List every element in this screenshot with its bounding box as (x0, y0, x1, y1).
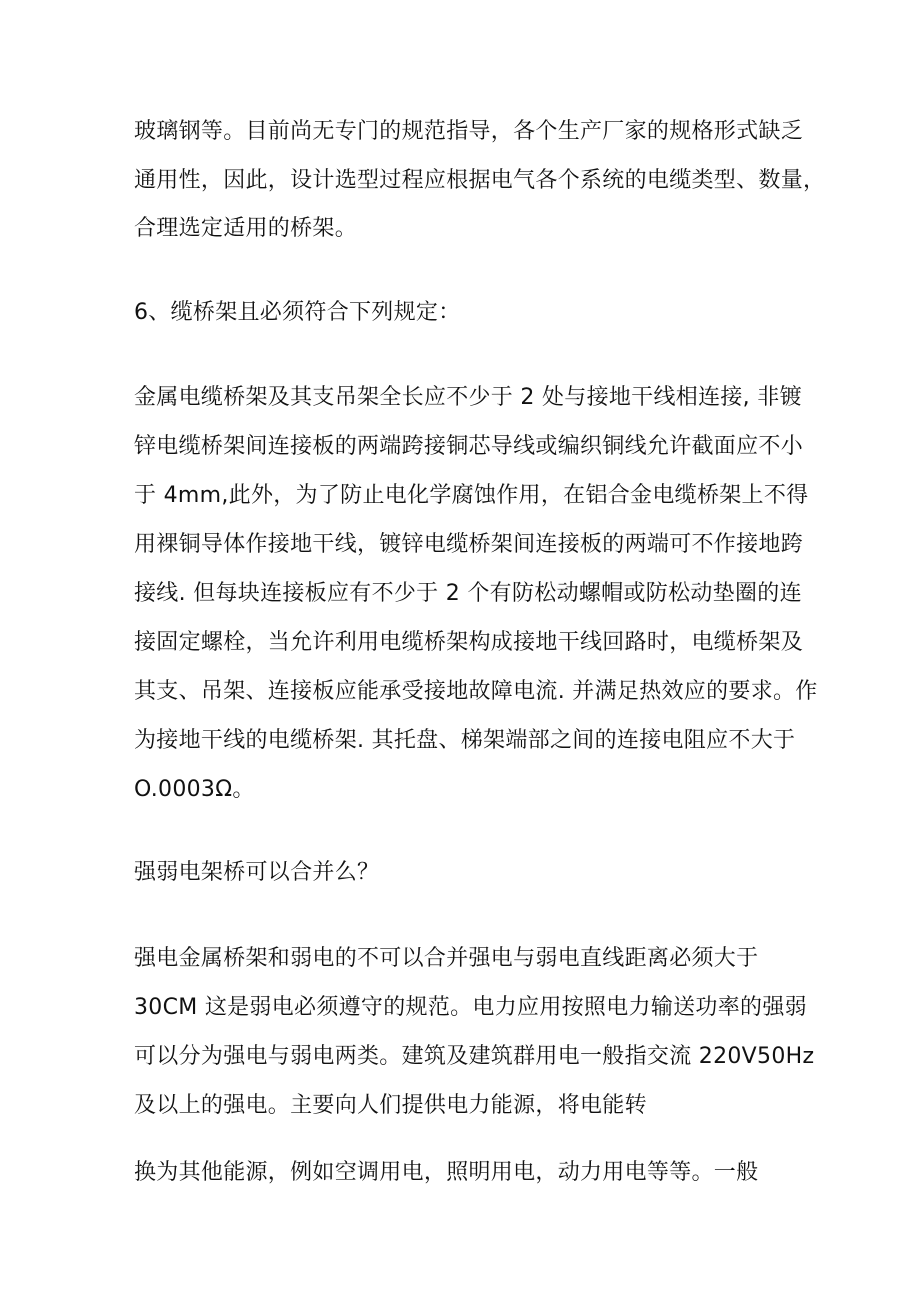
paragraph-3-line-9: O.0003Ω。 (134, 777, 255, 802)
paragraph-1-line-1: 玻璃钢等。目前尚无专门的规范指导，各个生产厂家的规格形式缺乏 (134, 119, 804, 144)
paragraph-5-line-2: 30CM 这是弱电必须遵守的规范。电力应用按照电力输送功率的强弱 (134, 995, 807, 1020)
paragraph-3-line-7: 其支、吊架、连接板应能承受接地故障电流. 并满足热效应的要求。作 (134, 679, 818, 704)
paragraph-5-line-4: 及以上的强电。主要向人们提供电力能源，将电能转 (134, 1093, 647, 1118)
paragraph-3-line-4: 用裸铜导体作接地干线，镀锌电缆桥架间连接板的两端可不作接地跨 (134, 532, 804, 557)
paragraph-5-line-1: 强电金属桥架和弱电的不可以合并强电与弱电直线距离必须大于 (134, 946, 759, 971)
paragraph-6-line-1: 换为其他能源，例如空调用电，照明用电，动力用电等等。一般 (134, 1160, 759, 1185)
paragraph-3-line-5: 接线. 但每块连接板应有不少于 2 个有防松动螺帽或防松动垫圈的连 (134, 581, 802, 606)
paragraph-3-line-6: 接固定螺栓，当允许利用电缆桥架构成接地干线回路时，电缆桥架及 (134, 630, 804, 655)
paragraph-1-line-2: 通用性，因此，设计选型过程应根据电气各个系统的电缆类型、数量， (134, 168, 826, 193)
paragraph-3-line-3: 于 4mm,此外，为了防止电化学腐蚀作用，在铝合金电缆桥架上不得 (134, 483, 809, 508)
paragraph-3-line-8: 为接地干线的电缆桥架. 其托盘、梯架端部之间的连接电阻应不大于 (134, 728, 796, 753)
section-heading-6: 6、缆桥架且必须符合下列规定： (134, 300, 461, 325)
paragraph-1-line-3: 合理选定适用的桥架。 (134, 216, 358, 241)
question-heading: 强弱电架桥可以合并么？ (134, 860, 380, 885)
paragraph-3-line-2: 锌电缆桥架间连接板的两端跨接铜芯导线或编织铜线允许截面应不小 (134, 434, 804, 459)
paragraph-5-line-3: 可以分为强电与弱电两类。建筑及建筑群用电一般指交流 220V50Hz (134, 1044, 815, 1069)
paragraph-3-line-1: 金属电缆桥架及其支吊架全长应不少于 2 处与接地干线相连接, 非镀 (134, 385, 802, 410)
